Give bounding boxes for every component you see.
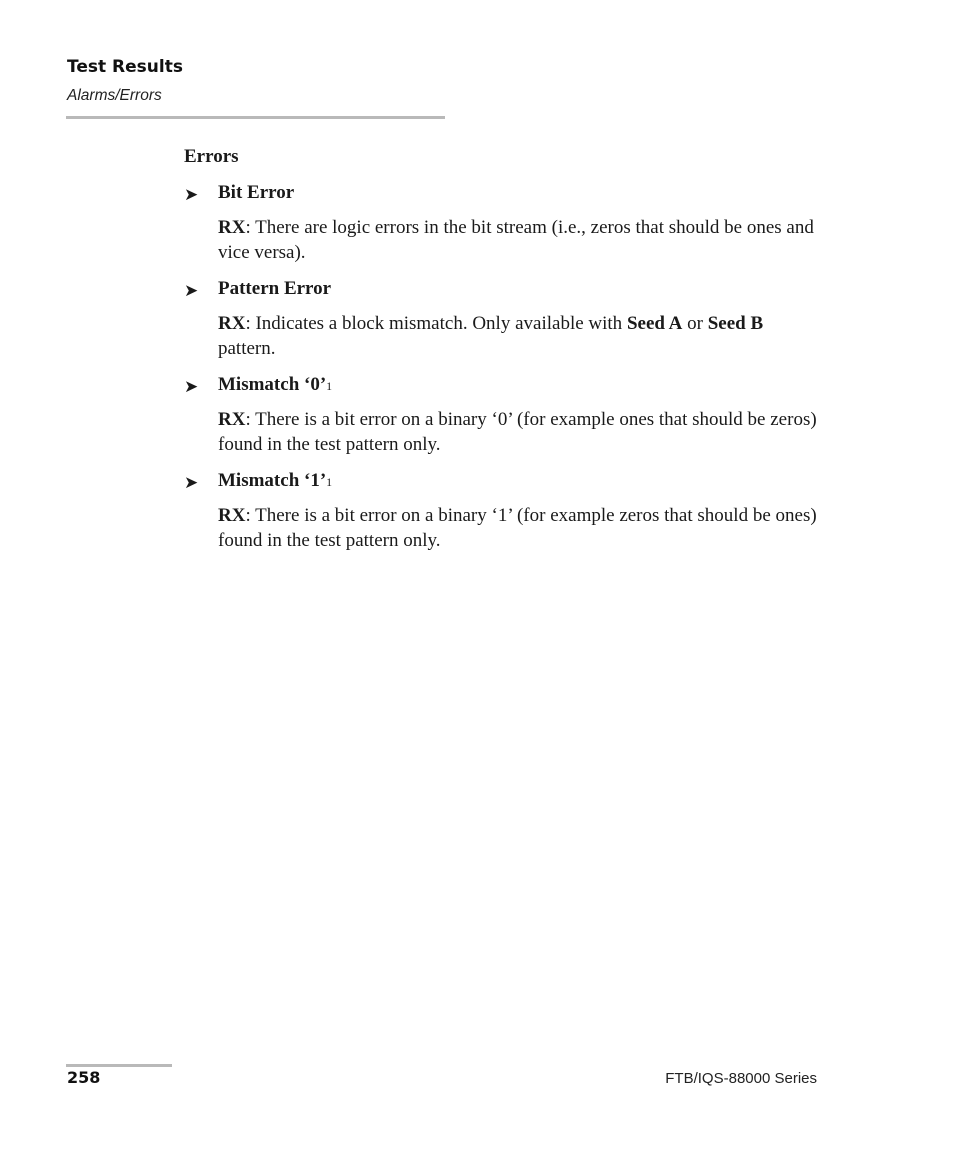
description-text: : There is a bit error on a binary ‘1’ (for example zeros that should be ones) found in the test pattern only.	[218, 505, 817, 551]
description-text: : Indicates a block mismatch. Only available with	[245, 313, 627, 334]
arrow-bullet-icon: ➤	[184, 473, 199, 493]
description-text: : There is a bit error on a binary ‘0’ (for example ones that should be zeros) found in the test pattern only.	[218, 409, 817, 455]
seed-a-term: Seed A	[626, 313, 683, 334]
item-title: Mismatch ‘0’	[218, 374, 327, 395]
rx-label: RX	[218, 505, 246, 526]
list-item-mismatch-0: ➤ Mismatch ‘0’ 1 RX: There is a bit error on a binary ‘0’ (for example ones that should be zeros) found in the test pattern only.	[184, 373, 824, 457]
description-text: or	[682, 313, 708, 334]
page-number: 258	[67, 1068, 101, 1087]
header-divider	[66, 116, 445, 119]
item-description	[218, 504, 824, 553]
arrow-bullet-icon: ➤	[184, 377, 199, 397]
description-text: pattern.	[218, 337, 276, 359]
list-item-pattern-error	[184, 277, 824, 361]
item-description	[218, 312, 824, 361]
description-text: : There are logic errors in the bit stream (i.e., zeros that should be ones and vice versa).	[218, 217, 814, 263]
list-item-mismatch-1: ➤ Mismatch ‘1’ 1 RX: There is a bit error on a binary ‘1’ (for example zeros that should be ones) found in the test pattern only.	[184, 469, 824, 553]
item-title: Bit Error	[218, 182, 295, 203]
page-header-subtitle: Alarms/Errors	[67, 87, 162, 104]
item-description	[218, 216, 824, 265]
footer-divider	[66, 1064, 172, 1067]
main-content	[184, 145, 824, 565]
item-title: Mismatch ‘1’	[218, 470, 327, 491]
page-header-title: Test Results	[67, 57, 183, 77]
item-description	[218, 408, 824, 457]
rx-label: RX	[218, 313, 246, 334]
rx-label: RX	[218, 409, 246, 430]
seed-b-term: Seed B	[707, 313, 764, 334]
rx-label: RX	[218, 217, 246, 238]
list-item-bit-error	[184, 181, 824, 265]
arrow-bullet-icon: ➤	[184, 281, 199, 301]
item-title: Pattern Error	[218, 278, 332, 299]
arrow-bullet-icon: ➤	[184, 185, 199, 205]
product-series: FTB/IQS-88000 Series	[665, 1070, 817, 1087]
section-heading: Errors	[184, 146, 239, 167]
